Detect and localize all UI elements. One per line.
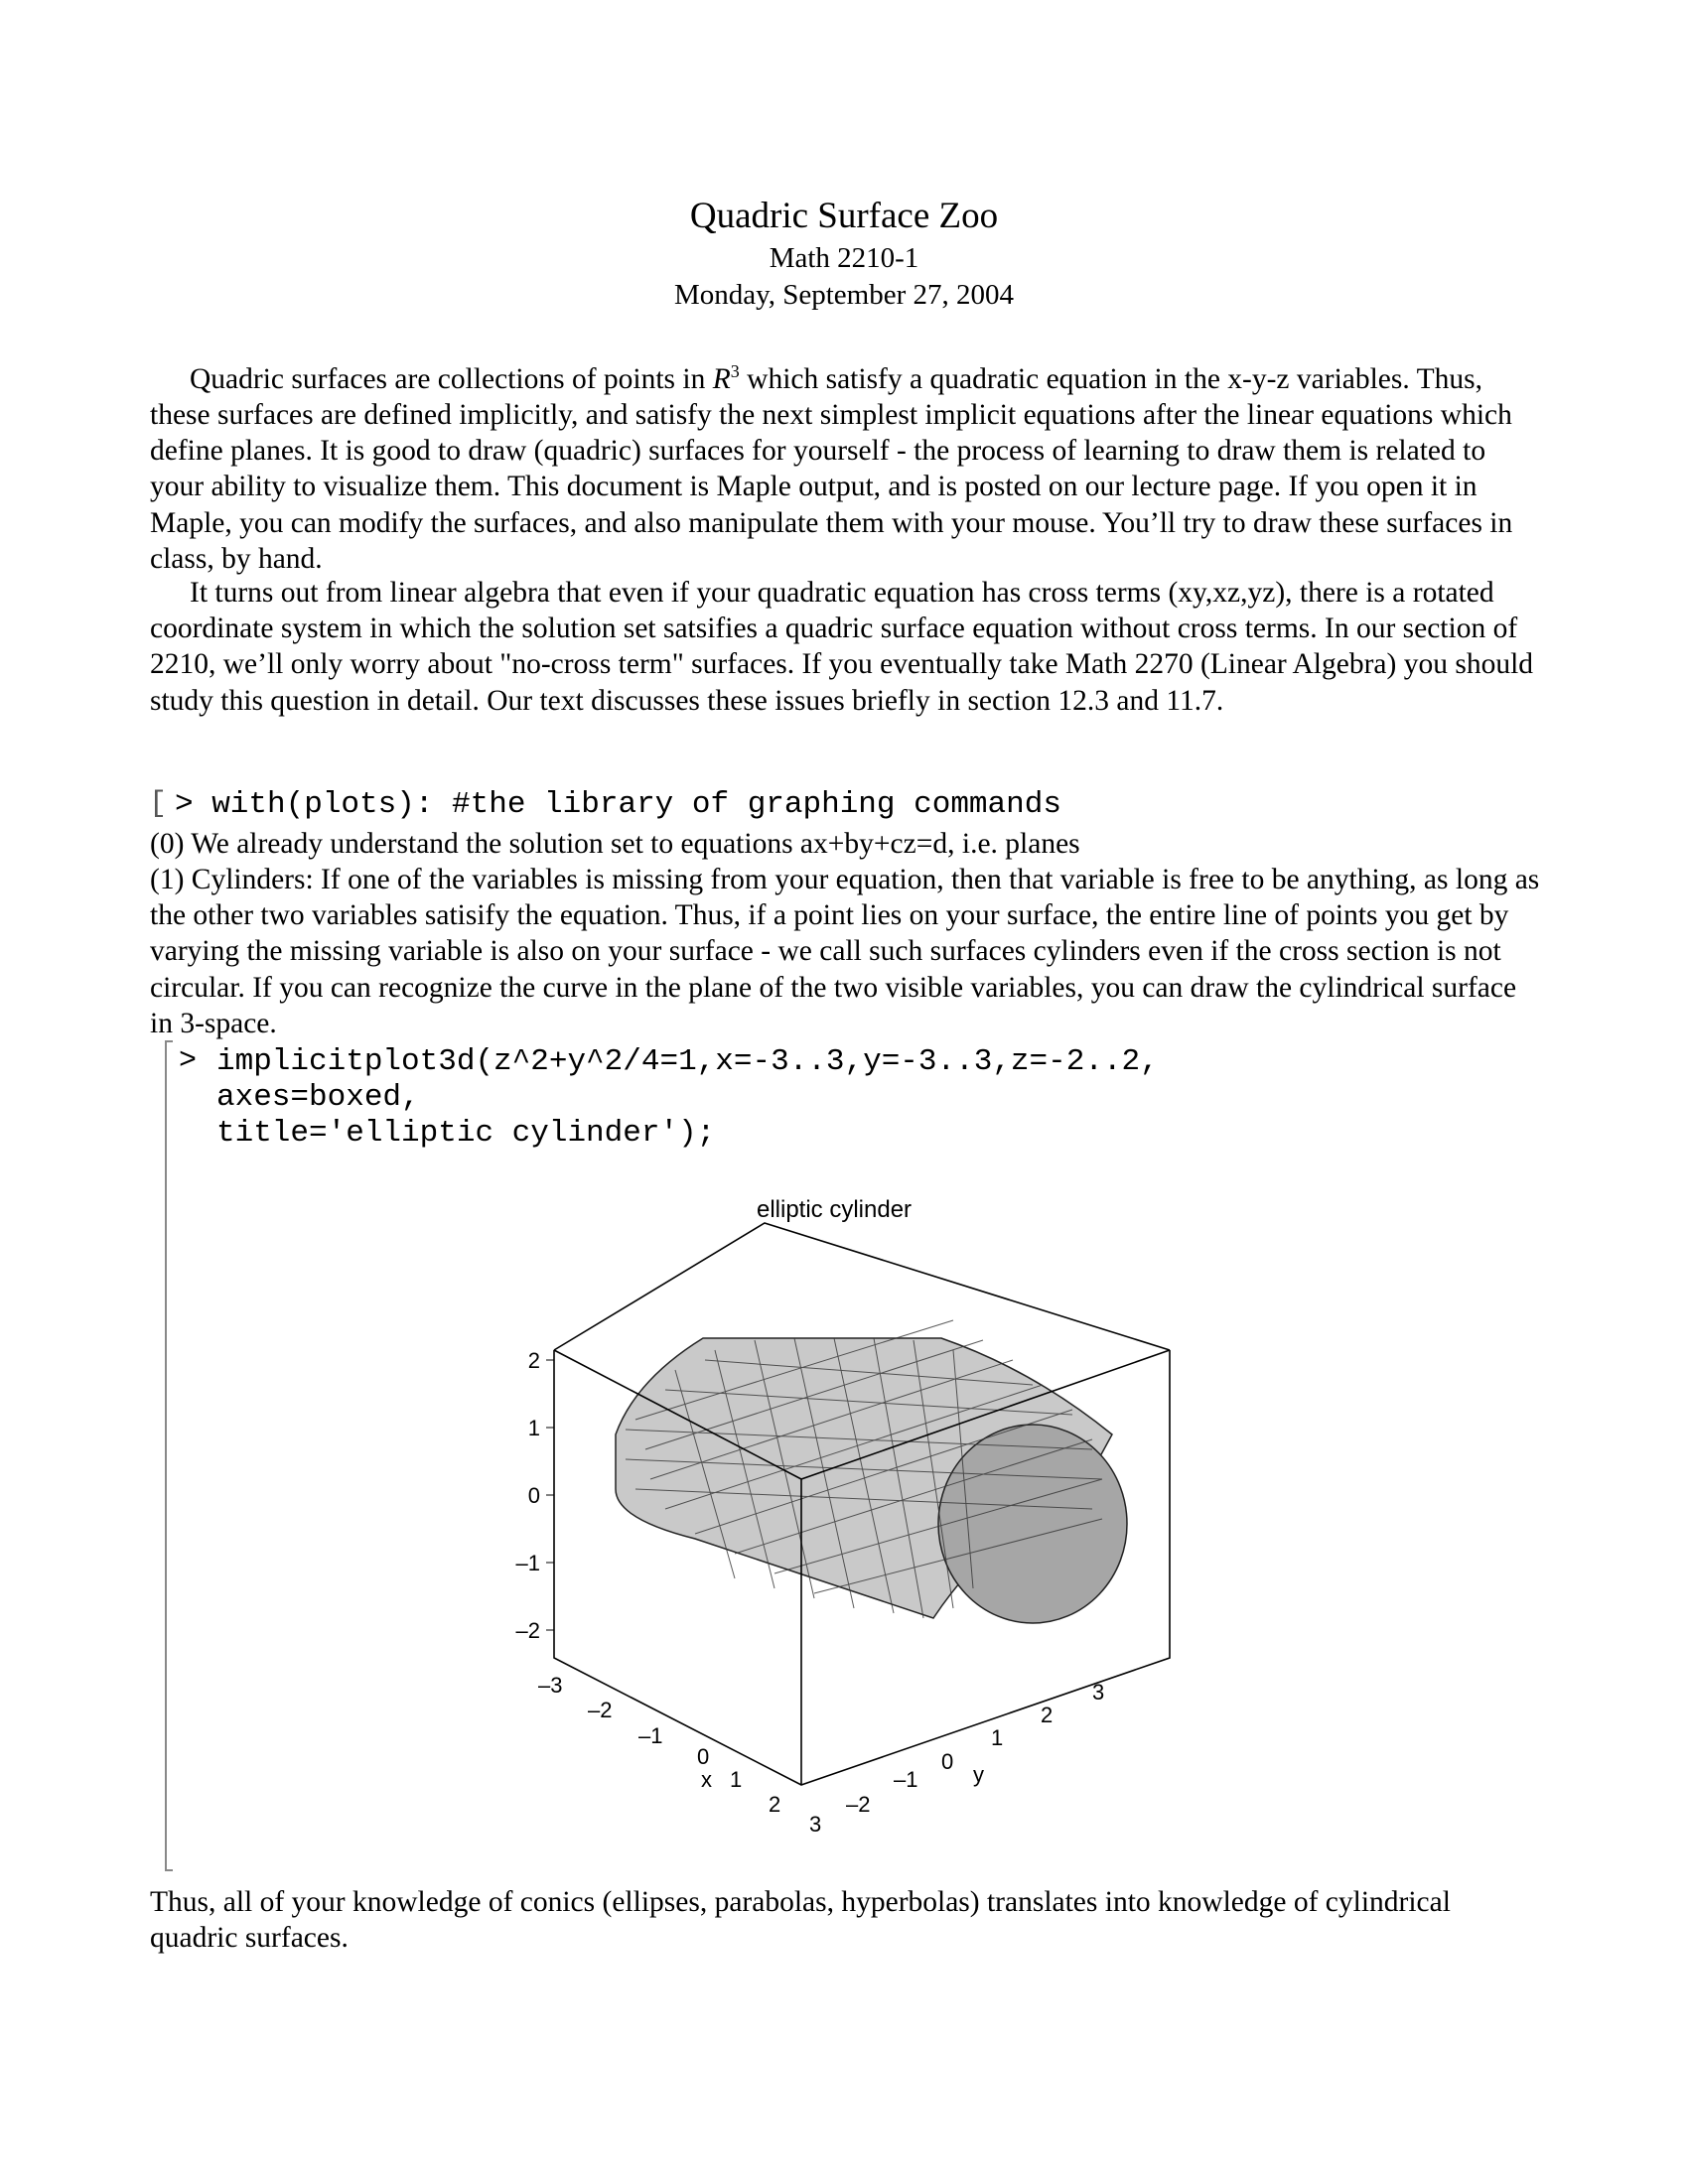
elliptic-cylinder-plot[interactable] [477,1191,1271,1846]
plot-title: elliptic cylinder [756,1196,913,1223]
y-tick-label: 1 [991,1725,1004,1750]
x-tick-label: 3 [809,1812,822,1837]
x-tick-label: 1 [730,1767,743,1792]
r-symbol: R [712,362,731,395]
y-tick-label: –2 [846,1792,871,1817]
command-line-1: implicitplot3d(z^2+y^2/4=1,x=-3..3,y=-3..3,z=-2..2, [216,1044,1159,1079]
execution-group-bracket-line[interactable] [165,1040,167,1871]
x-tick-label: –3 [538,1673,563,1698]
bracket-top-tick [165,1040,173,1042]
cylinder-end-cap [938,1425,1127,1623]
execution-group-bracket[interactable]: [ [149,787,168,821]
x-tick-label: –1 [638,1723,663,1748]
z-tick-label: –1 [515,1551,540,1575]
z-axis [516,1348,554,1643]
y-tick-label: –1 [894,1767,918,1792]
conclusion-text: Thus, all of your knowledge of conics (ellipses, parabolas, hyperbolas) translates into knowledge of cylindrical quadric surfaces. [150,1886,1451,1955]
maple-prompt: > [179,1044,198,1078]
intro-text-2: It turns out from linear algebra that even if your quadratic equation has cross terms (xy,xz,yz), there is a rotated coordinate system in which the solution set satsifies a quadric surface equation without cross terms. In our section of 2210, we’ll only worry about "no-cross term" surfaces. If you eventually take Math 2270 (Linear Algebra) you should study this question in detail. Our text discusses these issues briefly in section 12.3 and 11.7. [150,577,1534,717]
command-line-2: axes=boxed, [216,1080,420,1115]
bracket-bottom-tick [165,1869,173,1871]
x-tick-label: 2 [769,1792,781,1817]
y-axis [846,1680,1104,1817]
z-tick-label: 0 [527,1483,540,1508]
command-line-3: title='elliptic cylinder'); [216,1116,716,1151]
section-0-text: (0) We already understand the solution set to equations ax+by+cz=d, i.e. planes [150,828,1080,860]
maple-command-implicitplot3d[interactable] [216,1044,1159,1152]
maple-command-with-plots[interactable]: > with(plots): #the library of graphing commands [175,787,1061,822]
x-tick-label: 0 [697,1744,710,1769]
date-label: Monday, September 27, 2004 [673,279,1015,311]
intro-paragraph-2 [150,575,1540,719]
y-tick-label: 0 [941,1749,954,1774]
intro-text-b: which satisfy a quadratic equation in the x-y-z variables. Thus, these surfaces are defined implicitly, and satisfy the next simplest implicit equations after the linear equations which define planes. It is good to draw (quadric) surfaces for yourself - the process of learning to draw them is related to your ability to visualize them. This document is Maple output, and is posted on our lecture page. If you open it in Maple, you can modify the surfaces, and also manipulate them with your mouse. You’ll try to draw these surfaces in class, by hand. [150,362,1513,575]
x-axis-label: x [701,1767,712,1792]
y-tick-label: 3 [1092,1680,1105,1705]
y-axis-label: y [973,1762,984,1787]
z-tick-label: 2 [527,1348,540,1373]
z-tick-label: 1 [527,1416,540,1440]
intro-paragraph-1 [150,353,1540,577]
page-title: Quadric Surface Zoo [689,196,999,236]
x-axis [538,1673,821,1837]
section-1-text: (1) Cylinders: If one of the variables is missing from your equation, then that variable is free to be anything, as long as the other two variables satisify the equation. Thus, if a point lies on your surface, the entire line of points you get by varying the missing variable is also on your surface - we call such surfaces cylinders even if the cross section is not circular. If you can recognize the curve in the plane of the two visible variables, you can draw the cylindrical surface in 3-space. [150,864,1540,1039]
x-tick-label: –2 [588,1698,613,1722]
y-tick-label: 2 [1041,1703,1054,1727]
intro-text-a: Quadric surfaces are collections of points in [190,362,713,395]
cylinder-surface [616,1320,1127,1623]
z-tick-label: –2 [515,1618,540,1643]
course-label: Math 2210-1 [769,242,919,274]
r-exponent: 3 [730,361,740,381]
